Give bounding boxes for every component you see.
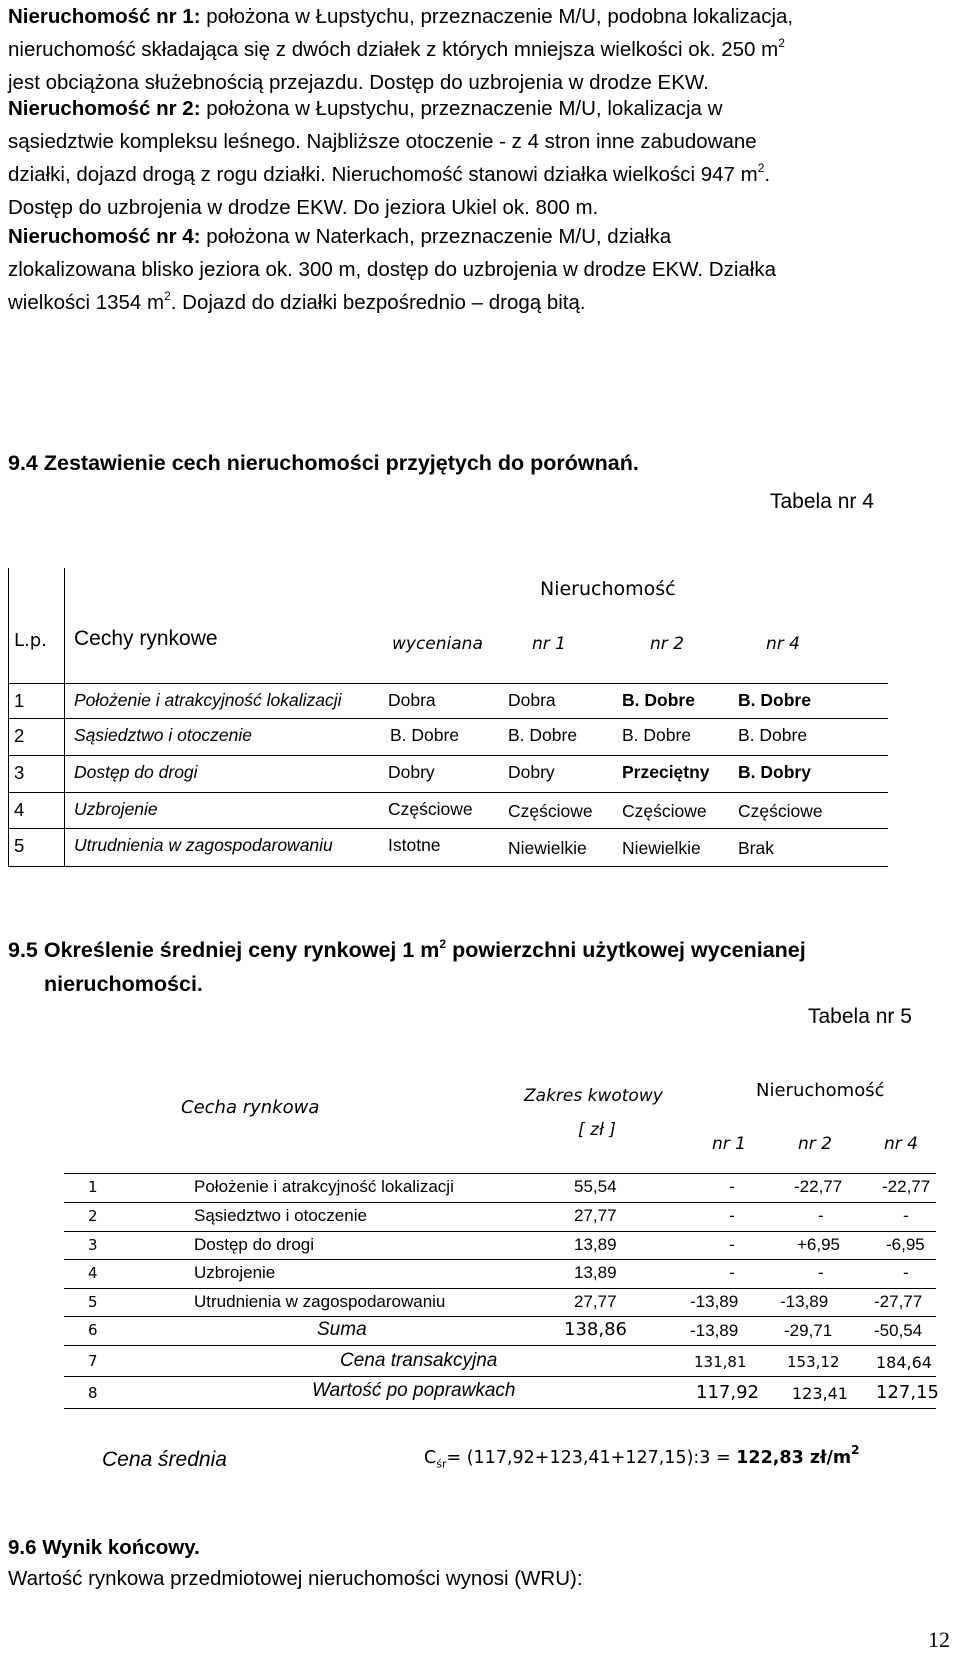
table-5-row-4-lp: 4 [88,1264,98,1282]
table-4-row-1-nr2: B. Dobre [622,690,695,710]
table-4-row-2-nr1: B. Dobre [508,725,578,745]
table-5-row-3-zakres: 13,89 [574,1235,617,1254]
superscript: 2 [757,161,765,175]
property-4-text-2: zlokalizowana blisko jeziora ok. 300 m, dostęp do uzbrojenia w drodze EKW. Działka [8,258,776,281]
table-5-col-cecha [181,1096,319,1119]
table-5-row-7-nr2: 153,12 [787,1353,840,1371]
table-4-row-3-nr4: B. Dobry [738,762,811,782]
table-5-row-6-lp: 6 [88,1321,98,1339]
table-5-row-8-lp: 8 [88,1384,98,1402]
table-5-row-5-nr2: -13,89 [780,1292,829,1311]
table-4-row-3-cecha: Dostęp do drogi [74,762,198,782]
table-4-row-1-cecha: Położenie i atrakcyjność lokalizacji [74,690,342,710]
table-4-col-lp: L.p. [14,630,47,651]
table-4-row-5-lp: 5 [14,835,25,856]
paragraph-property-2 [8,92,953,224]
table-5-row-1-lp: 1 [88,1178,98,1196]
table-5-row-7-label: Cena transakcyjna [340,1350,498,1371]
table-5-col-zakres-1: Zakres kwotowy [524,1086,663,1106]
table-5-row-2-cecha: Sąsiedztwo i otoczenie [194,1206,367,1225]
table-5-row-7-nr4: 184,64 [876,1353,932,1372]
property-2-text-4: Dostęp do uzbrojenia w drodze EKW. Do jeziora Ukiel ok. 800 m. [8,196,599,219]
superscript: 2 [164,289,171,303]
section-95-heading-text: 9.5 Określenie średniej ceny rynkowej 1 m [8,938,440,962]
table-4-row-3-wyceniana: Dobry [388,762,435,782]
table-4-row-5-wyceniana: Istotne [388,835,441,855]
table-5-row-3-lp: 3 [88,1236,98,1254]
table-5-avg-label: Cena średnia [102,1448,227,1471]
table-5-row-5-nr4: -27,77 [874,1292,923,1311]
table-4-row-1-lp: 1 [14,690,25,711]
table-4-row-1-wyceniana: Dobra [388,690,436,710]
table-5-group-header: Nieruchomość [756,1080,885,1101]
table-5-row-2-nr2: - [818,1206,824,1225]
table-4-row-5-nr2: Niewielkie [622,838,701,858]
table-4-col-nr2: nr 2 [650,634,684,654]
table-5-row-5-cecha: Utrudnienia w zagospodarowaniu [194,1292,446,1311]
table-4-row-1-nr1: Dobra [508,690,556,710]
property-2-text-3-end: . [764,163,771,186]
table-5-row-4-nr1: - [729,1263,735,1282]
page-number: 12 [928,1627,950,1652]
table-4-row-4-lp: 4 [14,799,25,820]
section-95-heading-text-end: powierzchni użytkowej wycenianej [446,938,806,962]
property-2-label: Nieruchomość nr 2: [8,97,201,120]
avg-formula-subscript: śr [436,1457,447,1471]
table-4-col-wyceniana: wyceniana [392,634,483,654]
table-5-col-cecha-text: Cecha rynkowa [181,1097,320,1118]
table-5-row-2-nr4: - [903,1206,909,1225]
table-5-row-4-nr4: - [903,1263,909,1282]
property-4-text-1: położona w Naterkach, przeznaczenie M/U, działka [200,225,672,248]
table-4-row-5-cecha: Utrudnienia w zagospodarowaniu [74,835,333,855]
table-5-col-nr1: nr 1 [712,1134,746,1154]
section-95-heading [8,938,806,963]
table-5-row-2-zakres: 27,77 [574,1206,617,1225]
table-5-row-5-lp: 5 [88,1293,98,1311]
avg-result: 122,83 zł/m [736,1448,852,1468]
table-4-row-3-nr2: Przeciętny [622,762,710,782]
table-5-label: Tabela nr 5 [808,1005,912,1028]
property-2-text-1: położona w Łupstychu, przeznaczenie M/U, lokalizacja w [200,97,723,120]
table-4-row-4-nr2: Częściowe [622,801,707,821]
superscript: 2 [439,937,447,951]
property-1-label: Nieruchomość nr 1: [8,5,201,28]
table-5-col-nr4: nr 4 [884,1134,918,1154]
table-5-row-5-nr1: -13,89 [690,1292,739,1311]
table-4-row-2-nr4: B. Dobre [738,725,808,745]
table-5-row-1-nr2: -22,77 [794,1177,843,1196]
avg-formula-c: C [424,1448,437,1468]
table-5-row-8-nr1: 117,92 [696,1382,759,1403]
table-4-col-cechy: Cechy rynkowe [74,627,218,650]
avg-formula-expression: = (117,92+123,41+127,15):3 = [446,1448,737,1468]
table-5-col-zakres-2: [ zł ] [578,1120,616,1140]
table-5-row-3-nr4: -6,95 [886,1235,925,1254]
table-4-row-5-nr4: Brak [738,838,774,858]
table-5-row-7-nr1: 131,81 [694,1353,747,1371]
table-4-row-1-nr4: B. Dobre [738,690,811,710]
table-5-row-6-nr1: -13,89 [690,1321,739,1340]
table-5-row-1-zakres: 55,54 [574,1177,617,1196]
table-4-row-2-nr2: B. Dobre [622,725,692,745]
table-4-row-3-lp: 3 [14,762,25,783]
table-4-row-2-lp: 2 [14,725,25,746]
table-5-row-1-nr4: -22,77 [882,1177,931,1196]
property-1-text-2: nieruchomość składająca się z dwóch działek z których mniejsza wielkości ok. 250 m [8,38,779,61]
table-4-row-4-nr1: Częściowe [508,801,593,821]
paragraph-property-1 [8,0,953,99]
table-5-row-6-zakres: 138,86 [564,1319,627,1340]
table-4-row-2-cecha: Sąsiedztwo i otoczenie [74,725,253,745]
table-4-row-4-cecha: Uzbrojenie [74,799,158,819]
table-5-avg-formula [424,1443,860,1471]
table-4-row-2-wyceniana: B. Dobre [390,725,460,745]
property-2-text-2: sąsiedztwie kompleksu leśnego. Najbliższe otoczenie - z 4 stron inne zabudowane [8,130,757,153]
table-5-row-2-nr1: - [729,1206,735,1225]
superscript: 2 [778,36,785,50]
table-5-row-6-cecha: Suma [317,1319,367,1340]
table-4-label: Tabela nr 4 [770,490,874,513]
table-5-row-3-cecha: Dostęp do drogi [194,1235,315,1254]
superscript: 2 [851,1443,860,1457]
table-5-row-5-zakres: 27,77 [574,1292,617,1311]
table-4-group-header: Nieruchomość [540,578,676,600]
table-4-row-3-nr1: Dobry [508,762,555,782]
table-5-row-7-lp: 7 [88,1352,98,1370]
table-5-row-1-cecha: Położenie i atrakcyjność lokalizacji [194,1177,454,1196]
table-4-row-4-wyceniana: Częściowe [388,799,473,819]
table-5-row-3-nr2: +6,95 [797,1235,841,1254]
table-5-row-4-cecha: Uzbrojenie [194,1263,276,1282]
table-5-col-nr2: nr 2 [798,1134,832,1154]
table-5-row-4-nr2: - [818,1263,824,1282]
table-5-row-4-zakres: 13,89 [574,1263,617,1282]
property-4-label: Nieruchomość nr 4: [8,225,201,248]
section-96-text: Wartość rynkowa przedmiotowej nieruchomości wynosi (WRU): [8,1567,583,1590]
table-5-row-8-label: Wartość po poprawkach [312,1380,516,1401]
table-4-col-nr4: nr 4 [766,634,800,654]
section-96-heading: 9.6 Wynik końcowy. [8,1536,200,1559]
property-4-text-3-end: . Dojazd do działki bezpośrednio – drogą bitą. [170,291,586,314]
property-4-text-3: wielkości 1354 m [8,291,165,314]
table-4-col-nr1: nr 1 [532,634,566,654]
section-95-heading-line-2: nieruchomości. [44,972,203,996]
property-1-text-1: położona w Łupstychu, przeznaczenie M/U, podobna lokalizacja, [200,5,794,28]
table-4-row-5-nr1: Niewielkie [508,838,587,858]
table-5-row-2-lp: 2 [88,1207,98,1225]
table-5-row-8-nr2: 123,41 [792,1384,848,1403]
section-94-heading: 9.4 Zestawienie cech nieruchomości przyjętych do porównań. [8,451,639,475]
paragraph-property-4 [8,220,953,319]
table-4-row-4-nr4: Częściowe [738,801,823,821]
table-5-row-6-nr2: -29,71 [784,1321,833,1340]
table-5-row-1-nr1: - [729,1177,735,1196]
property-1-text-3: jest obciążona służebnością przejazdu. Dostęp do uzbrojenia w drodze EKW. [8,71,709,94]
table-5-row-3-nr1: - [729,1235,735,1254]
table-5-row-8-nr4: 127,15 [876,1382,939,1403]
property-2-text-3: działki, dojazd drogą z rogu działki. Nieruchomość stanowi działka wielkości 947 m [8,163,758,186]
table-5-row-6-nr4: -50,54 [874,1321,923,1340]
